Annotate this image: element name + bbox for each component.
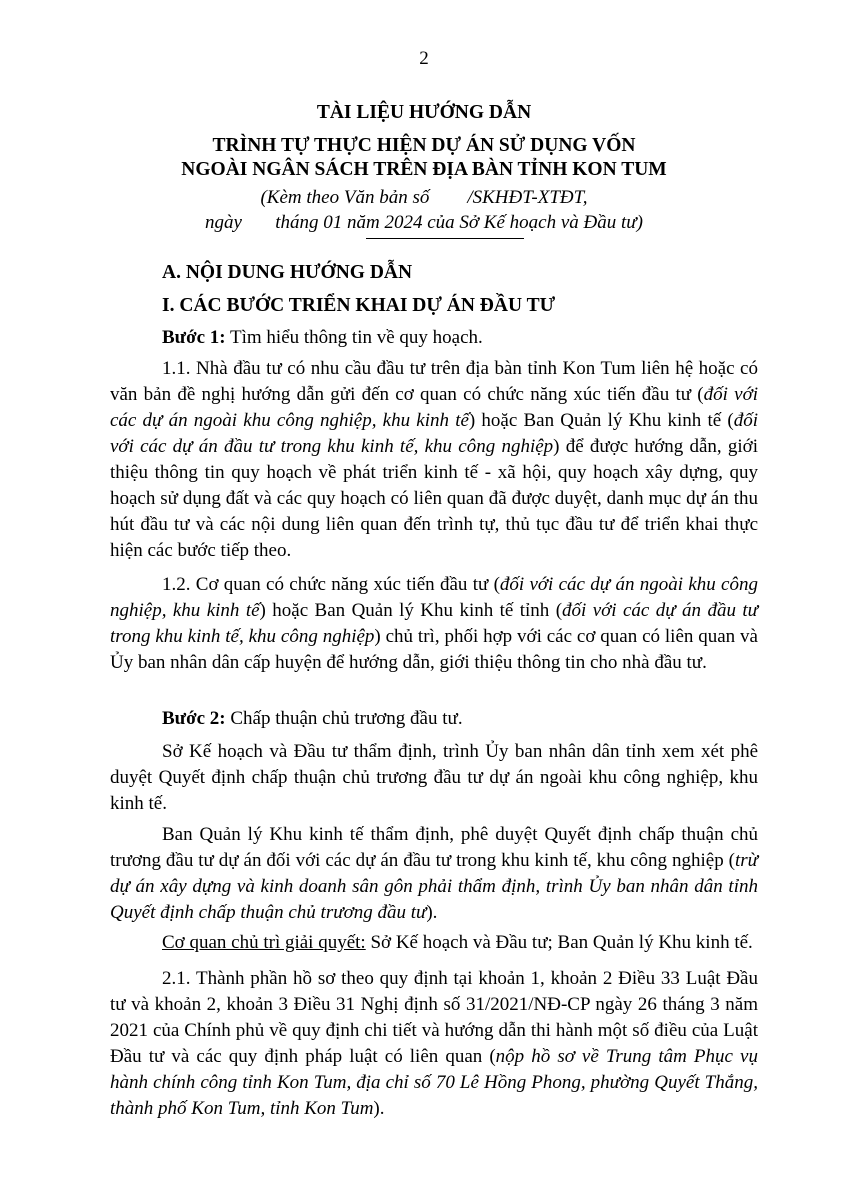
paragraph-2-a (110, 739, 758, 817)
paragraph-1-2 (110, 572, 758, 676)
section-a-heading: A. NỘI DUNG HƯỚNG DẪN (162, 262, 413, 283)
p2-1-text-a: 2.1. Thành phần hồ sơ theo quy định tại khoản 1, khoản 2 Điều 33 Luật Đầu tư và khoản 2, khoản 3 Điều 31 Nghị định số 31/2021/NĐ-CP ngày 26 tháng 3 năm 2021 của Chính phủ về quy định chi tiết và hướng dẫn thi hành một số điều của Luật Đầu tư và các quy định pháp luật có liên quan ( (110, 968, 758, 1067)
paragraph-1-1 (110, 356, 758, 564)
p1-1-text-c: ) hoặc Ban Quản lý Khu kinh tế ( (468, 410, 734, 431)
document-title: TÀI LIỆU HƯỚNG DẪN (316, 102, 532, 123)
p1-2-text-c: ) hoặc Ban Quản lý Khu kinh tế tỉnh ( (259, 600, 563, 621)
step-1 (110, 325, 758, 351)
p1-1-text-e: ) để được hướng dẫn, giới thiệu thông tin quy hoạch về phát triển kinh tế - xã hội, quy hoạch xây dựng, quy hoạch sử dụng đất và các quy hoạch có liên quan đã được duyệt, danh mục dự án thu hút đầu tư và các nội dung liên quan đến trình tự, thủ tục đầu tư để triển khai thực hiện các bước tiếp theo. (110, 436, 758, 561)
attachment-note-line-1: (Kèm theo Văn bản số /SKHĐT-XTĐT, (260, 187, 588, 208)
p2-b-text-c: ). (426, 902, 438, 923)
p2-b-text-a: Ban Quản lý Khu kinh tế thẩm định, phê duyệt Quyết định chấp thuận chủ trương đầu tư dự án đối với các dự án đầu tư trong khu kinh tế, khu công nghiệp ( (110, 824, 758, 871)
paragraph-2-c (110, 930, 758, 956)
step-1-label: Bước 1: (162, 327, 226, 348)
paragraph-2-b (110, 822, 758, 926)
p1-2-italic-b: đối với các dự án ngoài khu công nghiệp, khu kinh tế (110, 574, 758, 621)
p1-1-text-a: 1.1. Nhà đầu tư có nhu cầu đầu tư trên địa bàn tỉnh Kon Tum liên hệ hoặc có văn bản đề nghị hướng dẫn gửi đến cơ quan có chức năng xúc tiến đầu tư ( (110, 358, 758, 405)
page-number: 2 (419, 48, 429, 69)
responsible-agency-label: Cơ quan chủ trì giải quyết: (162, 932, 366, 953)
responsible-agency-text: Sở Kế hoạch và Đầu tư; Ban Quản lý Khu kinh tế. (365, 932, 753, 953)
subject-line-2: NGOÀI NGÂN SÁCH TRÊN ĐỊA BÀN TỈNH KON TUM (181, 159, 667, 180)
p2-b-italic-b: trừ dự án xây dựng và kinh doanh sân gôn phải thẩm định, trình Ủy ban nhân dân tỉnh Quyết định chấp thuận chủ trương đầu tư (110, 850, 758, 923)
step-2-text: Chấp thuận chủ trương đầu tư. (225, 708, 463, 729)
subject-line-1: TRÌNH TỰ THỰC HIỆN DỰ ÁN SỬ DỤNG VỐN (212, 135, 636, 156)
p1-1-italic-b: đối với các dự án ngoài khu công nghiệp, khu kinh tế (110, 384, 758, 431)
attachment-note-line-2: ngày tháng 01 năm 2024 của Sở Kế hoạch và Đầu tư) (205, 212, 643, 233)
step-2 (110, 706, 758, 732)
step-2-label: Bước 2: (162, 708, 226, 729)
p2-a-text: Sở Kế hoạch và Đầu tư thẩm định, trình Ủy ban nhân dân tỉnh xem xét phê duyệt Quyết định chấp thuận chủ trương đầu tư dự án ngoài khu công nghiệp, khu kinh tế. (110, 741, 758, 814)
p1-2-italic-d: đối với các dự án đầu tư trong khu kinh tế, khu công nghiệp (110, 600, 758, 647)
paragraph-2-1 (110, 966, 758, 1122)
step-1-text: Tìm hiểu thông tin về quy hoạch. (225, 327, 483, 348)
p1-2-text-e: ) chủ trì, phối hợp với các cơ quan có liên quan và Ủy ban nhân dân cấp huyện để hướng dẫn, giới thiệu thông tin cho nhà đầu tư. (110, 626, 758, 673)
document-subject (0, 134, 848, 182)
p1-2-text-a: 1.2. Cơ quan có chức năng xúc tiến đầu tư ( (162, 574, 500, 595)
p2-1-italic-b: nộp hồ sơ về Trung tâm Phục vụ hành chính công tỉnh Kon Tum, địa chỉ số 70 Lê Hồng Phong, phường Quyết Thắng, thành phố Kon Tum, tỉnh Kon Tum (110, 1046, 758, 1119)
title-divider (366, 238, 524, 239)
p1-1-italic-d: đối với các dự án đầu tư trong khu kinh tế, khu công nghiệp (110, 410, 758, 457)
p2-1-text-c: ). (373, 1098, 385, 1119)
section-i-heading: I. CÁC BƯỚC TRIỂN KHAI DỰ ÁN ĐẦU TƯ (162, 295, 556, 316)
